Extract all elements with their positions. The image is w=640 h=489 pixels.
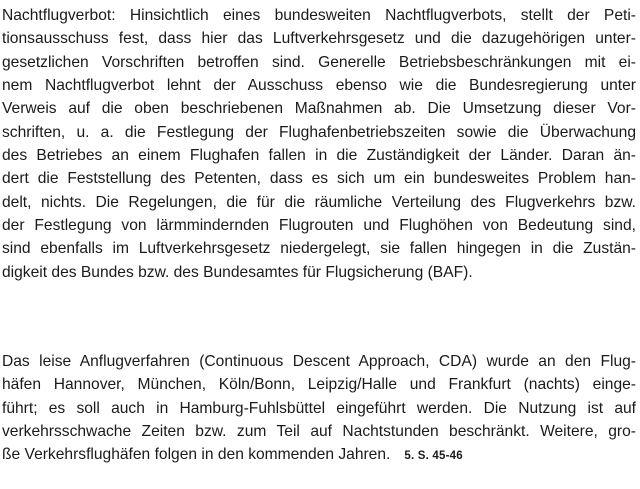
text-line: Das leise Anflugverfahren (Continuous Descent Approach, CDA) wurde an den Flug-: [2, 353, 636, 370]
text-line: Verweis auf die oben beschriebenen Maßnahmen ab. Die Umsetzung dieser Vor-: [2, 100, 636, 118]
text-line: häfen Hannover, München, Köln/Bonn, Leipzig/Halle und Frankfurt (nachts) einge-: [2, 376, 636, 394]
paragraph-nachtflugverbot: [2, 4, 636, 284]
text-line: dert die Feststellung des Petenten, dass es sich um ein bundesweites Problem han-: [2, 170, 636, 188]
page-reference-note: 5. S. 45-46: [404, 450, 463, 463]
text-line: gesetzlichen Vorschriften betroffen sind. Generelle Betriebsbeschränkungen mit ei-: [2, 53, 636, 71]
text-line: digkeit des Bundes bzw. des Bundesamtes für Flugsicherung (BAF).: [2, 263, 473, 281]
text-line-with-note: [2, 443, 636, 468]
text-line: nem Nachtflugverbot lehnt der Ausschuss ebenso wie die Bundesregierung unter: [2, 77, 636, 95]
text-line: verkehrsschwache Zeiten bzw. zum Teil auf Nachtstunden beschränkt. Weitere, gro-: [2, 423, 636, 441]
text-line: führt; es soll auch in Hamburg-Fuhlsbüttel eingeführt werden. Die Nutzung ist auf: [2, 399, 636, 417]
text-line: der Festlegung von lärmmindernden Flugrouten und Flughöhen von Bedeutung sind,: [2, 217, 636, 235]
paragraph-anflugverfahren: [2, 350, 636, 469]
text-line: tionsausschuss fest, dass hier das Luftverkehrsgesetz und die dazugehörigen unter-: [2, 30, 636, 48]
text-line: sind ebenfalls im Luftverkehrsgesetz niedergelegt, sie fallen hingegen in die Zustän-: [2, 240, 636, 258]
text-line: Nachtflugverbot: Hinsichtlich eines bundesweiten Nachtflugverbots, stellt der Peti-: [2, 7, 636, 24]
text-line: delt, nichts. Die Regelungen, die für die räumliche Verteilung des Flugverkehrs bzw.: [2, 193, 636, 211]
text-line: schriften, u. a. die Festlegung der Flughafenbetriebszeiten sowie die Überwachung: [2, 123, 636, 141]
text-line-content: ße Verkehrsflughäfen folgen in den kommenden Jahren.: [2, 446, 391, 464]
text-line: des Betriebes an einem Flughafen fallen in die Zuständigkeit der Länder. Daran än-: [2, 147, 636, 165]
